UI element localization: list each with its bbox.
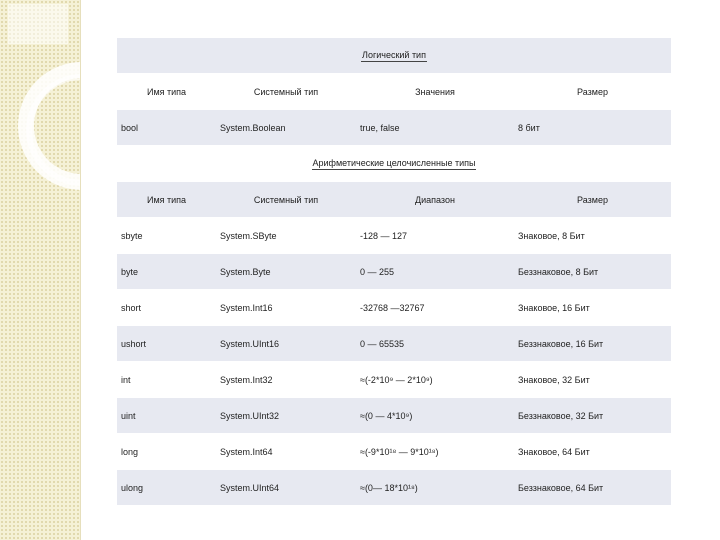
header-type-name: Имя типа <box>117 74 216 110</box>
cell-system-type: System.UInt16 <box>216 326 356 362</box>
cell-system-type: System.Boolean <box>216 110 356 146</box>
cell-type-name: byte <box>117 254 216 290</box>
cell-size: Знаковое, 32 Бит <box>514 362 671 398</box>
header-values: Значения <box>356 74 514 110</box>
cell-type-name: short <box>117 290 216 326</box>
cell-size: Беззнаковое, 32 Бит <box>514 398 671 434</box>
table-row <box>117 218 671 254</box>
cell-size: Знаковое, 8 Бит <box>514 218 671 254</box>
cell-range: 0 — 65535 <box>356 326 514 362</box>
table-row <box>117 434 671 470</box>
header-system-type: Системный тип <box>216 182 356 218</box>
section-title-cell <box>117 38 671 74</box>
cell-type-name: ushort <box>117 326 216 362</box>
section-title-row <box>117 146 671 182</box>
cell-range: 0 — 255 <box>356 254 514 290</box>
cell-range: ≈(-2*10⁹ — 2*10⁹) <box>356 362 514 398</box>
strip-divider <box>80 0 81 540</box>
header-row <box>117 74 671 110</box>
cell-size: Беззнаковое, 64 Бит <box>514 470 671 506</box>
cell-range: ≈(-9*10¹⁸ — 9*10¹⁸) <box>356 434 514 470</box>
cell-system-type: System.UInt32 <box>216 398 356 434</box>
cell-system-type: System.Int32 <box>216 362 356 398</box>
cell-range: ≈(0— 18*10¹⁸) <box>356 470 514 506</box>
cell-type-name: bool <box>117 110 216 146</box>
cell-system-type: System.SByte <box>216 218 356 254</box>
cell-type-name: int <box>117 362 216 398</box>
cell-size: Беззнаковое, 16 Бит <box>514 326 671 362</box>
header-range: Диапазон <box>356 182 514 218</box>
table-row <box>117 290 671 326</box>
header-size: Размер <box>514 74 671 110</box>
table-row <box>117 254 671 290</box>
cell-system-type: System.Int64 <box>216 434 356 470</box>
cell-values: true, false <box>356 110 514 146</box>
section-title-row <box>117 38 671 74</box>
cell-range: ≈(0 — 4*10⁹) <box>356 398 514 434</box>
header-row <box>117 182 671 218</box>
decorative-block <box>8 4 68 44</box>
table-row <box>117 326 671 362</box>
cell-range: -128 — 127 <box>356 218 514 254</box>
table-row <box>117 398 671 434</box>
cell-system-type: System.Int16 <box>216 290 356 326</box>
section-title: Логический тип <box>362 49 426 60</box>
table-row <box>117 470 671 506</box>
header-system-type: Системный тип <box>216 74 356 110</box>
cell-type-name: sbyte <box>117 218 216 254</box>
integer-types-table <box>117 38 671 506</box>
cell-size: 8 бит <box>514 110 671 146</box>
section-title-cell <box>117 146 671 182</box>
header-size: Размер <box>514 182 671 218</box>
cell-system-type: System.Byte <box>216 254 356 290</box>
table-row <box>117 362 671 398</box>
section-title: Арифметические целочисленные типы <box>312 157 476 168</box>
cell-type-name: long <box>117 434 216 470</box>
table-row <box>117 110 671 146</box>
cell-system-type: System.UInt64 <box>216 470 356 506</box>
cell-type-name: ulong <box>117 470 216 506</box>
cell-type-name: uint <box>117 398 216 434</box>
cell-size: Знаковое, 16 Бит <box>514 290 671 326</box>
cell-size: Знаковое, 64 Бит <box>514 434 671 470</box>
cell-size: Беззнаковое, 8 Бит <box>514 254 671 290</box>
decorative-side-strip <box>0 0 80 540</box>
header-type-name: Имя типа <box>117 182 216 218</box>
cell-range: -32768 —32767 <box>356 290 514 326</box>
